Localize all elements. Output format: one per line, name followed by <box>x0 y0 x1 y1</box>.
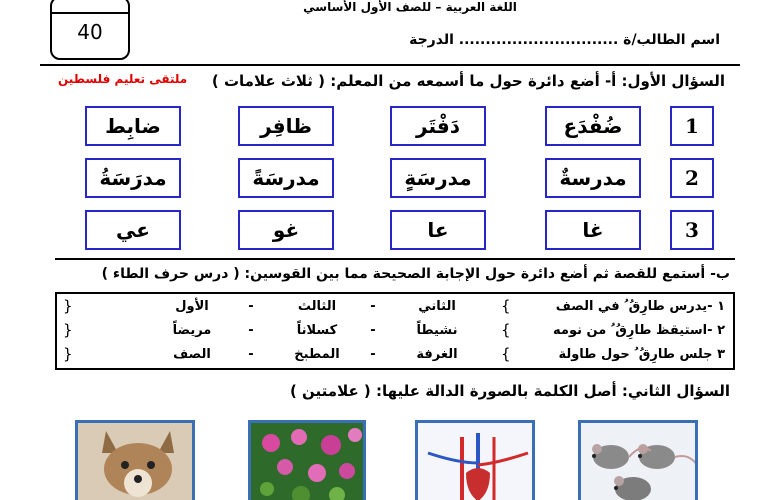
separator: - <box>248 323 254 338</box>
word-cell[interactable]: غا <box>545 210 641 250</box>
answer-option[interactable]: كسلاناً <box>296 323 338 338</box>
flowers-image[interactable] <box>248 420 366 500</box>
separator: - <box>370 323 376 338</box>
grade-box-divider <box>52 12 128 14</box>
question-text: ١ -يدرس طارِقُ ُ في الصف <box>555 299 725 314</box>
answer-option[interactable]: الأول <box>175 299 209 314</box>
open-brace: { <box>501 345 511 363</box>
word-cell[interactable]: مدرسَةً <box>238 158 334 198</box>
grade-box <box>50 0 130 60</box>
question-item <box>57 345 733 367</box>
question-item <box>57 297 733 319</box>
header-divider <box>40 64 740 66</box>
mice-image[interactable] <box>578 420 698 500</box>
grade-score: 40 <box>77 20 103 44</box>
word-cell[interactable]: عا <box>390 210 486 250</box>
row-number: 1 <box>670 106 714 146</box>
row-number: 2 <box>670 158 714 198</box>
word-cell[interactable]: دَفْتَر <box>390 106 486 146</box>
word-cell[interactable]: عي <box>85 210 181 250</box>
fox-image[interactable] <box>75 420 195 500</box>
open-brace: { <box>501 297 511 315</box>
word-cell[interactable]: غو <box>238 210 334 250</box>
word-cell[interactable]: مدرَسَةُ <box>85 158 181 198</box>
question1-title: السؤال الأول: أ- أضع دائرة حول ما أسمعه من المعلم: ( ثلاث علامات ) <box>211 72 725 90</box>
section-divider <box>55 258 735 260</box>
answer-option[interactable]: المطبخ <box>294 347 340 362</box>
answer-option[interactable]: الغرفة <box>416 347 458 362</box>
answer-option[interactable]: نشيطاً <box>416 323 458 338</box>
heart-diagram-image[interactable] <box>415 420 535 500</box>
word-cell[interactable]: ضابِط <box>85 106 181 146</box>
question1b-title: ب- أستمع للقصة ثم أضع دائرة حول الإجابة الصحيحة مما بين القوسين: ( درس حرف الطاء ) <box>101 266 730 282</box>
answer-option[interactable]: الثالث <box>297 299 337 314</box>
close-brace: } <box>63 345 73 363</box>
word-cell[interactable]: مدرسةٌ <box>545 158 641 198</box>
close-brace: } <box>63 321 73 339</box>
answer-option[interactable]: مريضاً <box>172 323 212 338</box>
separator: - <box>370 299 376 314</box>
question-text: ٣ جلس طارِقُ ُ حول طاولة <box>558 347 725 362</box>
answer-choices-box <box>55 292 735 370</box>
watermark-text: ملتقى تعليم فلسطين <box>58 72 188 86</box>
question-item <box>57 321 733 343</box>
subject-title: اللغة العربية – للصف الأول الأساسي <box>303 0 517 14</box>
word-cell[interactable]: ضُفْدَع <box>545 106 641 146</box>
open-brace: { <box>501 321 511 339</box>
word-cell[interactable]: مدرسَةٍ <box>390 158 486 198</box>
answer-option[interactable]: الثاني <box>418 299 456 314</box>
separator: - <box>248 299 254 314</box>
question2-title: السؤال الثاني: أصل الكلمة بالصورة الدالة عليها: ( علامتين ) <box>289 382 730 400</box>
close-brace: } <box>63 297 73 315</box>
separator: - <box>370 347 376 362</box>
question-text: ٢ -استيقظ طارِقُ ُ من نومه <box>553 323 725 338</box>
word-cell[interactable]: ظافِر <box>238 106 334 146</box>
row-number: 3 <box>670 210 714 250</box>
student-name-line[interactable]: اسم الطالب/ة .............................. الدرجة <box>409 32 720 48</box>
answer-option[interactable]: الصف <box>173 347 211 362</box>
separator: - <box>248 347 254 362</box>
